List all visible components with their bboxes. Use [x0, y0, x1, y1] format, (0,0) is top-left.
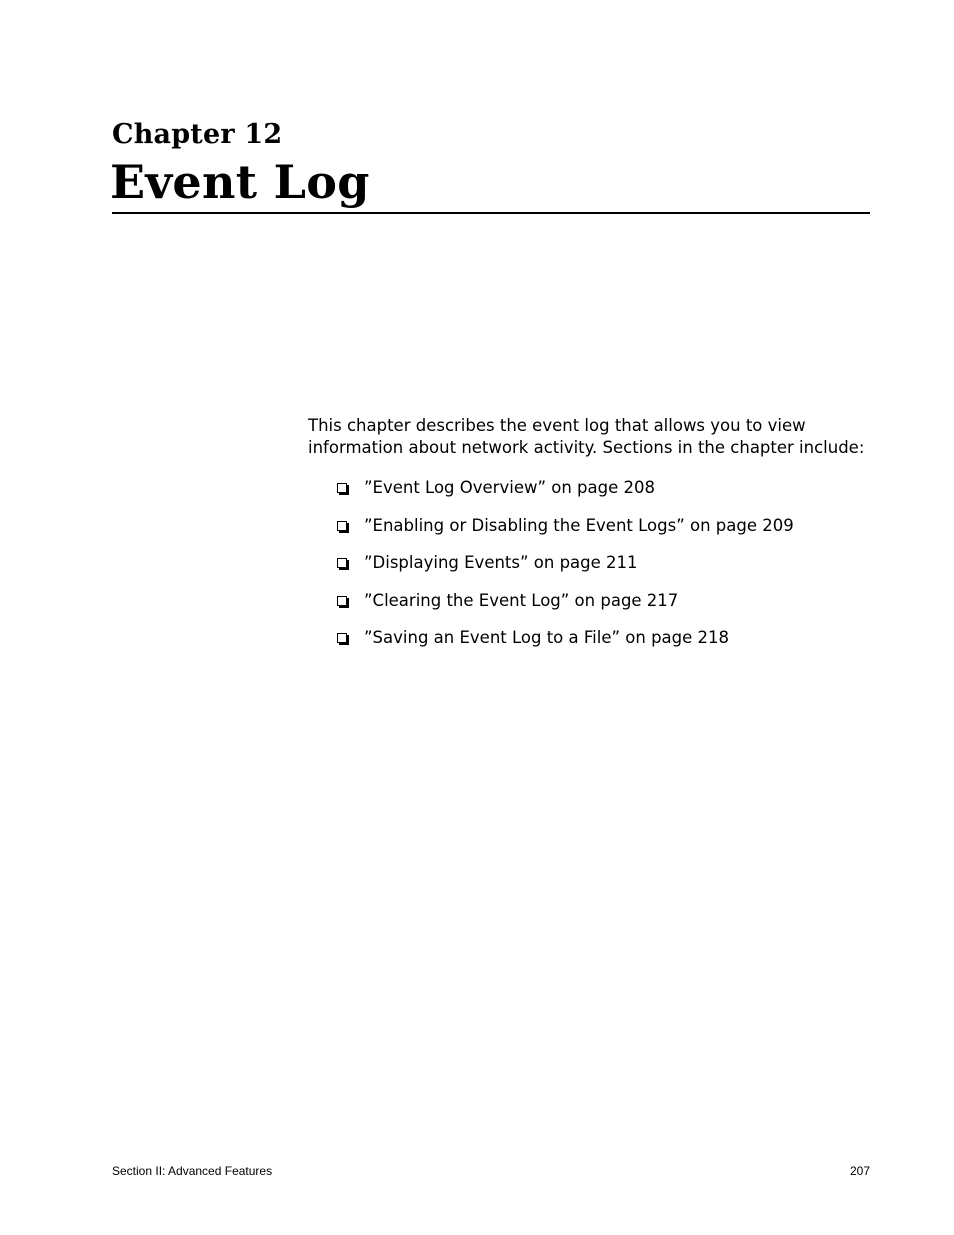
checkbox-bullet-icon: [337, 596, 347, 606]
list-item: [336, 477, 794, 499]
title-divider: [112, 212, 870, 214]
checkbox-bullet-icon: [337, 633, 347, 643]
section-link[interactable]: ”Enabling or Disabling the Event Logs” on page 209: [364, 515, 794, 535]
chapter-title: Event Log: [110, 155, 370, 209]
section-link[interactable]: ”Clearing the Event Log” on page 217: [364, 590, 679, 610]
section-list: [336, 477, 794, 665]
checkbox-bullet-icon: [337, 558, 347, 568]
footer-page-number: 207: [849, 1164, 870, 1178]
section-link[interactable]: ”Event Log Overview” on page 208: [364, 478, 655, 497]
chapter-label: Chapter 12: [112, 119, 283, 150]
checkbox-bullet-icon: [337, 483, 347, 493]
list-item: [336, 590, 794, 612]
section-link[interactable]: ”Saving an Event Log to a File” on page 218: [364, 628, 730, 647]
footer-section-title: Section II: Advanced Features: [112, 1164, 273, 1178]
section-link[interactable]: ”Displaying Events” on page 211: [364, 553, 638, 572]
intro-paragraph: This chapter describes the event log that allows you to view information about network activity. Sections in the chapter include:: [308, 416, 865, 457]
checkbox-bullet-icon: [337, 521, 347, 531]
list-item: [336, 627, 794, 649]
list-item: [336, 552, 794, 574]
list-item: [336, 515, 794, 537]
